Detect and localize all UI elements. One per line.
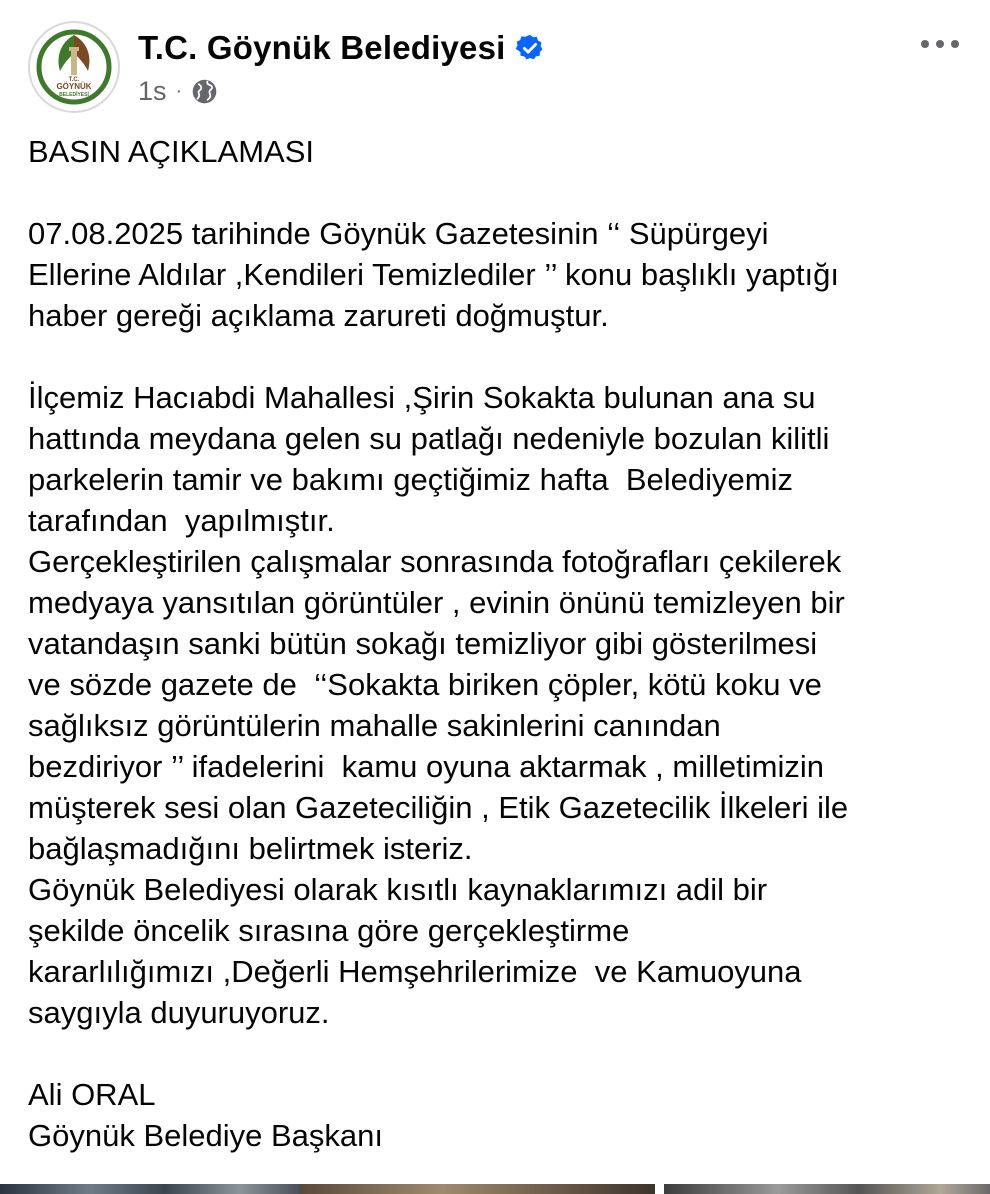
post-photo[interactable] <box>664 1184 990 1194</box>
paragraph-spacer <box>28 336 973 377</box>
post-timestamp[interactable]: 1s <box>138 75 167 106</box>
paragraph-2-line: hattında meydana gelen su patlağı nedeniyle bozulan kilitli <box>28 421 830 456</box>
signature-name: Ali ORAL <box>28 1077 156 1112</box>
paragraph-2-line: sağlıksız görüntülerin mahalle sakinlerini canından <box>28 708 721 743</box>
post-meta <box>138 74 218 108</box>
logo-text-tc: T.C. <box>68 77 80 83</box>
post-title: BASIN AÇIKLAMASI <box>28 134 314 169</box>
page-name-row <box>138 26 545 70</box>
post-header <box>0 0 990 120</box>
meta-separator: · <box>175 79 183 102</box>
paragraph-2-line: bağlaşmadığını belirtmek isteriz. <box>28 831 473 866</box>
paragraph-2-line: Göynük Belediyesi olarak kısıtlı kaynaklarımızı adil bir <box>28 872 768 907</box>
paragraph-2-line: ve sözde gazete de ‘‘Sokakta biriken çöpler, kötü koku ve <box>28 667 822 702</box>
more-options-button[interactable] <box>916 26 964 62</box>
paragraph-2-line: bezdiriyor ’’ ifadelerini kamu oyuna aktarmak , milletimizin <box>28 749 824 784</box>
paragraph-1-line: Ellerine Aldılar ,Kendileri Temizlediler ’’ konu başlıklı yaptığı <box>28 257 839 292</box>
post-photo[interactable] <box>0 1184 300 1194</box>
paragraph-2-line: parkelerin tamir ve bakımı geçtiğimiz hafta Belediyemiz <box>28 462 793 497</box>
post-photo[interactable] <box>300 1184 655 1194</box>
paragraph-2-line: kararlılığımızı ,Değerli Hemşehrilerimize ve Kamuoyuna <box>28 954 802 989</box>
page-avatar[interactable] <box>28 21 120 113</box>
logo-text-belediyesi: BELEDİYESİ <box>59 92 89 98</box>
paragraph-2-line: tarafından yapılmıştır. <box>28 503 335 538</box>
more-options-icon <box>920 39 960 49</box>
paragraph-1-line: haber gereği açıklama zarureti doğmuştur. <box>28 298 609 333</box>
signature-title: Göynük Belediye Başkanı <box>28 1118 383 1153</box>
paragraph-2-line: vatandaşın sanki bütün sokağı temizliyor gibi gösterilmesi <box>28 626 818 661</box>
verified-badge-icon <box>515 33 545 63</box>
paragraph-spacer <box>28 1033 973 1074</box>
paragraph-2-line: şekilde öncelik sırasına göre gerçekleştirme <box>28 913 630 948</box>
paragraph-spacer <box>28 172 973 213</box>
paragraph-2-line: saygıyla duyuruyoruz. <box>28 995 330 1030</box>
paragraph-1-line: 07.08.2025 tarihinde Göynük Gazetesinin ‘‘ Süpürgeyi <box>28 216 769 251</box>
municipality-logo <box>30 23 118 111</box>
globe-icon[interactable] <box>191 78 218 105</box>
page-name[interactable]: T.C. Göynük Belediyesi <box>138 29 506 66</box>
post-photos-strip[interactable] <box>0 1184 990 1194</box>
paragraph-2-line: medyaya yansıtılan görüntüler , evinin önünü temizleyen bir <box>28 585 845 620</box>
paragraph-2-line: müşterek sesi olan Gazeteciliğin , Etik Gazetecilik İlkeleri ile <box>28 790 849 825</box>
paragraph-2-line: Gerçekleştirilen çalışmalar sonrasında fotoğrafları çekilerek <box>28 544 842 579</box>
logo-text-goynuk: GÖYNÜK <box>56 82 92 91</box>
post-body <box>28 131 973 1156</box>
paragraph-2-line: İlçemiz Hacıabdi Mahallesi ,Şirin Sokakta bulunan ana su <box>28 380 816 415</box>
